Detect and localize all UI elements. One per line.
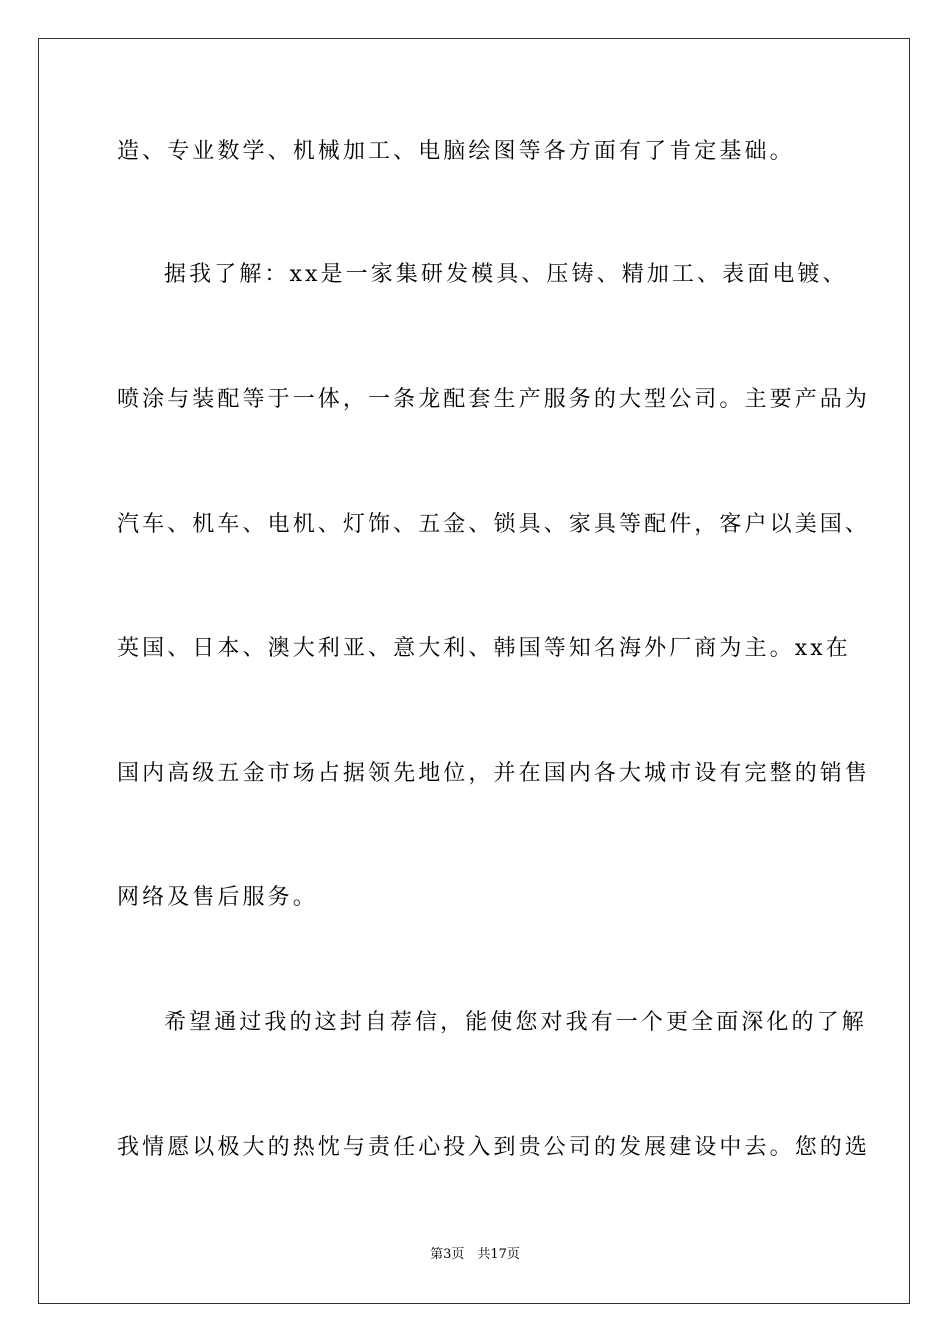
body-line-7: 网络及售后服务。 [117, 885, 318, 910]
body-line-3: 喷涂与装配等于一体，一条龙配套生产服务的大型公司。主要产品为 [117, 387, 871, 412]
page-border [38, 38, 910, 1304]
page-number: 第3页 共17页 [430, 1247, 520, 1262]
body-line-5: 英国、日本、澳大利亚、意大利、韩国等知名海外厂商为主。xx在 [117, 636, 851, 661]
body-line-2: 据我了解：xx是一家集研发模具、压铸、精加工、表面电镀、 [164, 262, 848, 287]
body-line-8: 希望通过我的这封自荐信，能使您对我有一个更全面深化的了解 [164, 1010, 867, 1035]
body-line-1: 造、专业数学、机械加工、电脑绘图等各方面有了肯定基础。 [117, 139, 795, 164]
body-line-4: 汽车、机车、电机、灯饰、五金、锁具、家具等配件，客户以美国、 [117, 512, 871, 537]
body-line-9: 我情愿以极大的热忱与责任心投入到贵公司的发展建设中去。您的选 [117, 1135, 871, 1160]
body-line-6: 国内高级五金市场占据领先地位，并在国内各大城市设有完整的销售 [117, 761, 871, 786]
